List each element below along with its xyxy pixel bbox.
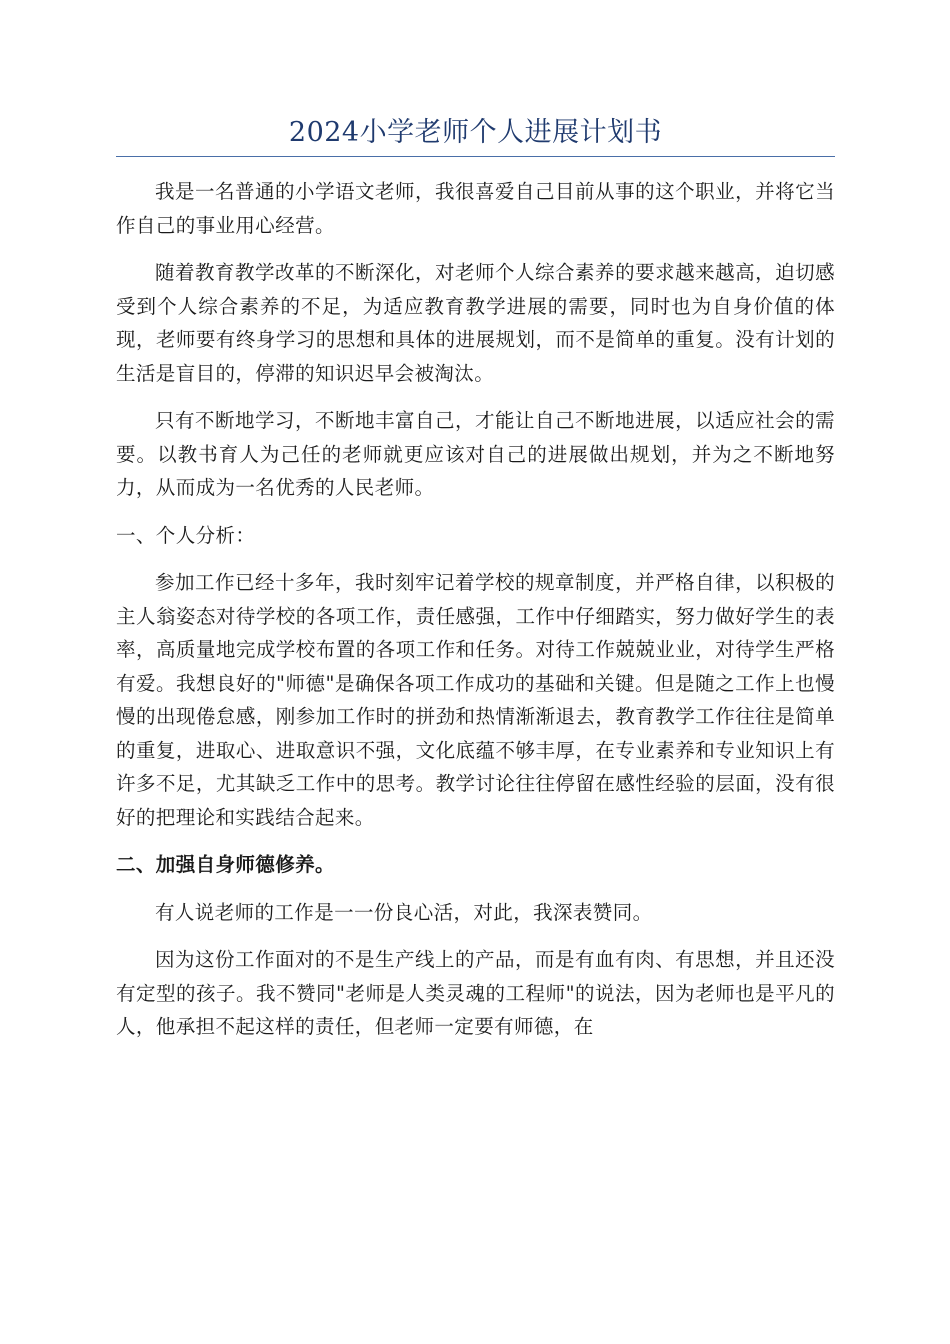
paragraph-reform: 随着教育教学改革的不断深化，对老师个人综合素养的要求越来越高，迫切感受到个人综合素养的不足，为适应教育教学进展的需要，同时也为自身价值的体现，老师要有终身学习的思想和具体的进展规划，而不是简单的重复。没有计划的生活是盲目的，停滞的知识迟早会被淘汰。	[116, 261, 835, 385]
paragraph-intro: 我是一名普通的小学语文老师，我很喜爱自己目前从事的这个职业，并将它当作自己的事业用心经营。	[116, 180, 835, 237]
section-heading-ethics: 二、加强自身师德修养。	[116, 853, 335, 876]
document-title: 2024小学老师个人进展计划书	[288, 117, 663, 148]
paragraph-children: 因为这份工作面对的不是生产线上的产品，而是有血有肉、有思想，并且还没有定型的孩子。我不赞同"老师是人类灵魂的工程师"的说法，因为老师也是平凡的人，他承担不起这样的责任，但老师一定要有师德，在	[116, 948, 835, 1038]
paragraph-personal-analysis: 参加工作已经十多年，我时刻牢记着学校的规章制度，并严格自律，以积极的主人翁姿态对待学校的各项工作，责任感强，工作中仔细踏实，努力做好学生的表率，高质量地完成学校布置的各项工作和任务。对待工作兢兢业业，对待学生严格有爱。我想良好的"师德"是确保各项工作成功的基础和关键。但是随之工作上也慢慢的出现倦怠感，刚参加工作时的拼劲和热情渐渐退去，教育教学工作往往是简单的重复，进取心、进取意识不强，文化底蕴不够丰厚，在专业素养和专业知识上有许多不足，尤其缺乏工作中的思考。教学讨论往往停留在感性经验的层面，没有很好的把理论和实践结合起来。	[116, 571, 835, 829]
paragraph-learning: 只有不断地学习，不断地丰富自己，才能让自己不断地进展，以适应社会的需要。以教书育人为己任的老师就更应该对自己的进展做出规划，并为之不断地努力，从而成为一名优秀的人民老师。	[116, 409, 835, 499]
document-page	[116, 112, 835, 1058]
section-heading-personal-analysis: 一、个人分析：	[116, 523, 256, 547]
title-underline	[116, 156, 835, 157]
paragraph-conscience: 有人说老师的工作是一一份良心活，对此，我深表赞同。	[155, 900, 653, 924]
